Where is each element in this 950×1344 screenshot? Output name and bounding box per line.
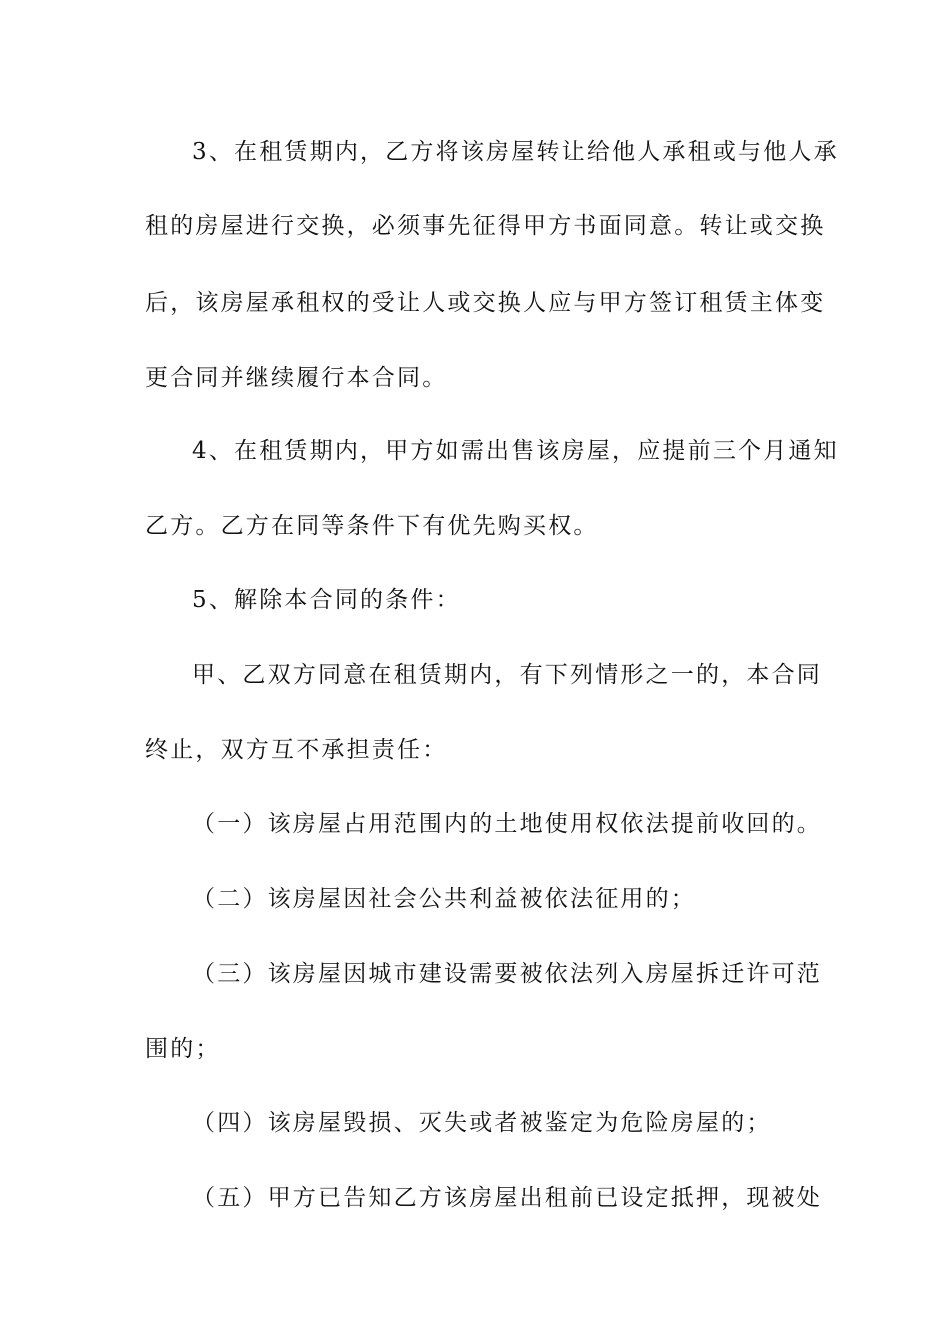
clause-4-line-1: 4、在租赁期内，甲方如需出售该房屋，应提前三个月通知 xyxy=(192,438,839,464)
clause-3-line-1: 3、在租赁期内，乙方将该房屋转让给他人承租或与他人承 xyxy=(192,139,839,165)
termination-intro-line-1: 甲、乙双方同意在租赁期内，有下列情形之一的，本合同 xyxy=(192,662,822,688)
condition-5-line-1: （五）甲方已告知乙方该房屋出租前已设定抵押，现被处 xyxy=(192,1185,822,1211)
condition-3-line-1: （三）该房屋因城市建设需要被依法列入房屋拆迁许可范 xyxy=(192,961,822,987)
condition-2: （二）该房屋因社会公共利益被依法征用的； xyxy=(192,886,696,912)
condition-3-line-2: 围的； xyxy=(145,1036,221,1062)
condition-4: （四）该房屋毁损、灭失或者被鉴定为危险房屋的； xyxy=(192,1110,772,1136)
clause-3-line-3: 后，该房屋承租权的受让人或交换人应与甲方签订租赁主体变 xyxy=(145,290,826,316)
clause-3-line-2: 租的房屋进行交换，必须事先征得甲方书面同意。转让或交换 xyxy=(145,213,826,239)
termination-intro-line-2: 终止，双方互不承担责任： xyxy=(145,737,448,763)
clause-5-heading: 5、解除本合同的条件： xyxy=(192,587,461,613)
clause-3-line-4: 更合同并继续履行本合同。 xyxy=(145,365,448,391)
condition-1: （一）该房屋占用范围内的土地使用权依法提前收回的。 xyxy=(192,811,822,837)
clause-4-line-2: 乙方。乙方在同等条件下有优先购买权。 xyxy=(145,513,599,539)
